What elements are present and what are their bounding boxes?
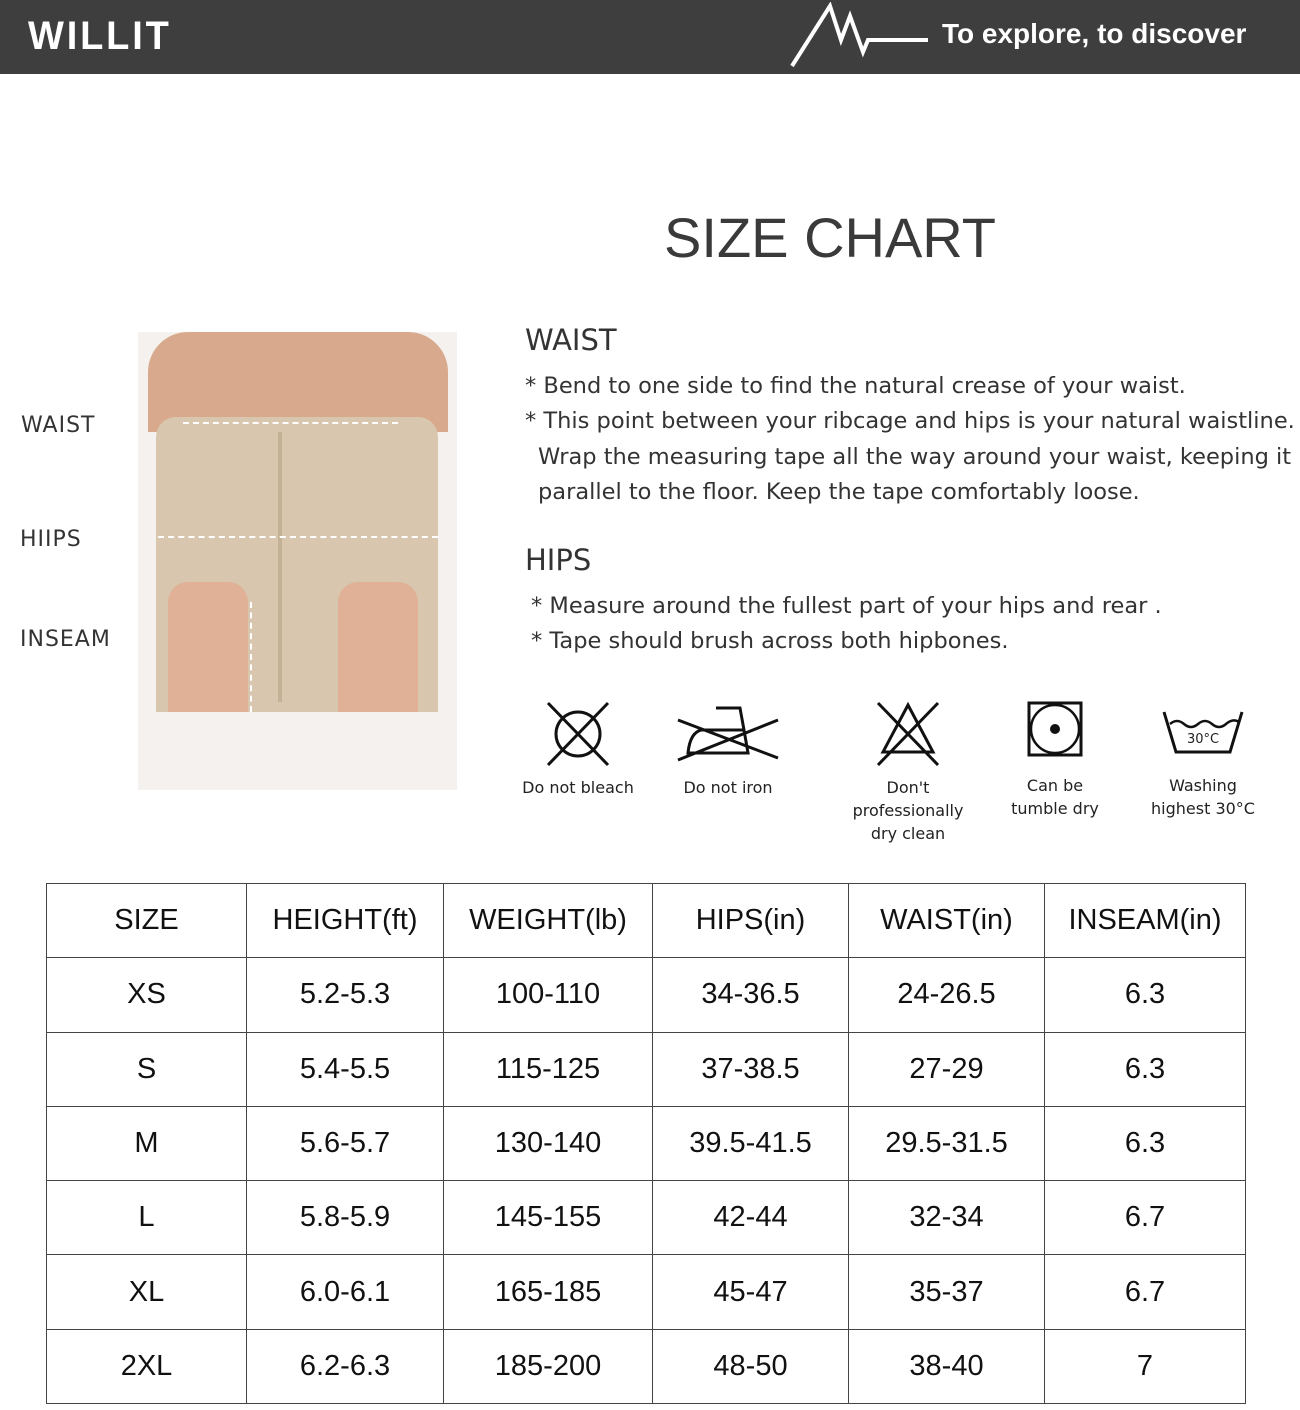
table-cell: 145-155 bbox=[444, 1181, 653, 1255]
table-cell: 6.3 bbox=[1045, 958, 1246, 1032]
size-table bbox=[46, 883, 1246, 1404]
waist-line: Wrap the measuring tape all the way around your waist, keeping it bbox=[538, 444, 1292, 470]
table-cell: 39.5-41.5 bbox=[653, 1106, 849, 1180]
table-cell: 100-110 bbox=[444, 958, 653, 1032]
waist-line: * This point between your ribcage and hips is your natural waistline. bbox=[525, 408, 1295, 434]
table-cell: 34-36.5 bbox=[653, 958, 849, 1032]
mountain-icon bbox=[788, 2, 933, 70]
model-photo bbox=[138, 332, 457, 790]
hips-label: HIIPS bbox=[20, 527, 82, 552]
header-bar bbox=[0, 0, 1300, 74]
table-row bbox=[47, 1106, 1246, 1180]
table-cell: S bbox=[47, 1032, 247, 1106]
waist-heading: WAIST bbox=[525, 323, 617, 357]
column-header: HIPS(in) bbox=[653, 884, 849, 958]
care-no-dry-clean bbox=[833, 700, 983, 845]
care-wash-30 bbox=[1128, 700, 1278, 820]
hips-line: * Measure around the fullest part of your hips and rear . bbox=[531, 593, 1162, 619]
care-label: dry clean bbox=[870, 824, 946, 843]
care-label: Do not bleach bbox=[522, 778, 634, 797]
table-cell: 6.0-6.1 bbox=[247, 1255, 444, 1329]
no-iron-icon bbox=[676, 700, 780, 768]
table-cell: M bbox=[47, 1106, 247, 1180]
table-cell: 5.4-5.5 bbox=[247, 1032, 444, 1106]
care-label: Washing bbox=[1169, 776, 1237, 795]
table-cell: 37-38.5 bbox=[653, 1032, 849, 1106]
table-cell: 35-37 bbox=[849, 1255, 1045, 1329]
care-no-iron bbox=[653, 700, 803, 799]
table-cell: 29.5-31.5 bbox=[849, 1106, 1045, 1180]
tumble-dry-icon bbox=[1027, 700, 1083, 758]
column-header: WAIST(in) bbox=[849, 884, 1045, 958]
inseam-label: INSEAM bbox=[20, 627, 111, 652]
table-header-row bbox=[47, 884, 1246, 958]
table-cell: 38-40 bbox=[849, 1329, 1045, 1403]
no-bleach-icon bbox=[543, 700, 613, 768]
table-cell: 48-50 bbox=[653, 1329, 849, 1403]
tagline: To explore, to discover bbox=[942, 18, 1247, 49]
table-cell: 42-44 bbox=[653, 1181, 849, 1255]
care-tumble-dry bbox=[980, 700, 1130, 820]
table-cell: 2XL bbox=[47, 1329, 247, 1403]
hips-heading: HIPS bbox=[525, 543, 592, 577]
table-cell: 6.7 bbox=[1045, 1255, 1246, 1329]
table-cell: 165-185 bbox=[444, 1255, 653, 1329]
table-cell: 5.6-5.7 bbox=[247, 1106, 444, 1180]
wash-temp: 30°C bbox=[1186, 732, 1220, 747]
table-row bbox=[47, 1181, 1246, 1255]
table-cell: 6.3 bbox=[1045, 1106, 1246, 1180]
table-cell: 7 bbox=[1045, 1329, 1246, 1403]
table-cell: XS bbox=[47, 958, 247, 1032]
care-no-bleach bbox=[503, 700, 653, 799]
table-row bbox=[47, 958, 1246, 1032]
table-cell: 5.8-5.9 bbox=[247, 1181, 444, 1255]
table-cell: XL bbox=[47, 1255, 247, 1329]
table-cell: 130-140 bbox=[444, 1106, 653, 1180]
table-cell: 185-200 bbox=[444, 1329, 653, 1403]
care-label: Don't professionally bbox=[852, 778, 964, 820]
column-header: HEIGHT(ft) bbox=[247, 884, 444, 958]
table-row bbox=[47, 1255, 1246, 1329]
care-label: Do not iron bbox=[683, 778, 773, 797]
brand-logo: WILLIT bbox=[28, 14, 172, 58]
waist-line: parallel to the floor. Keep the tape comfortably loose. bbox=[538, 479, 1140, 505]
column-header: WEIGHT(lb) bbox=[444, 884, 653, 958]
care-label: Can be bbox=[1026, 776, 1084, 795]
waist-label: WAIST bbox=[21, 413, 96, 438]
table-cell: 27-29 bbox=[849, 1032, 1045, 1106]
table-cell: 45-47 bbox=[653, 1255, 849, 1329]
column-header: SIZE bbox=[47, 884, 247, 958]
table-row bbox=[47, 1329, 1246, 1403]
column-header: INSEAM(in) bbox=[1045, 884, 1246, 958]
waist-line: * Bend to one side to find the natural crease of your waist. bbox=[525, 373, 1186, 399]
hips-line: * Tape should brush across both hipbones. bbox=[531, 628, 1009, 654]
table-cell: 115-125 bbox=[444, 1032, 653, 1106]
table-cell: 6.7 bbox=[1045, 1181, 1246, 1255]
care-label: highest 30°C bbox=[1151, 799, 1255, 818]
table-cell: 5.2-5.3 bbox=[247, 958, 444, 1032]
table-cell: 6.2-6.3 bbox=[247, 1329, 444, 1403]
table-cell: 32-34 bbox=[849, 1181, 1045, 1255]
table-row bbox=[47, 1032, 1246, 1106]
wash-30-icon bbox=[1161, 700, 1245, 758]
table-cell: 6.3 bbox=[1045, 1032, 1246, 1106]
table-cell: 24-26.5 bbox=[849, 958, 1045, 1032]
no-dry-clean-icon bbox=[873, 700, 943, 768]
care-label: tumble dry bbox=[1011, 799, 1099, 818]
page-title: SIZE CHART bbox=[664, 206, 996, 269]
table-cell: L bbox=[47, 1181, 247, 1255]
